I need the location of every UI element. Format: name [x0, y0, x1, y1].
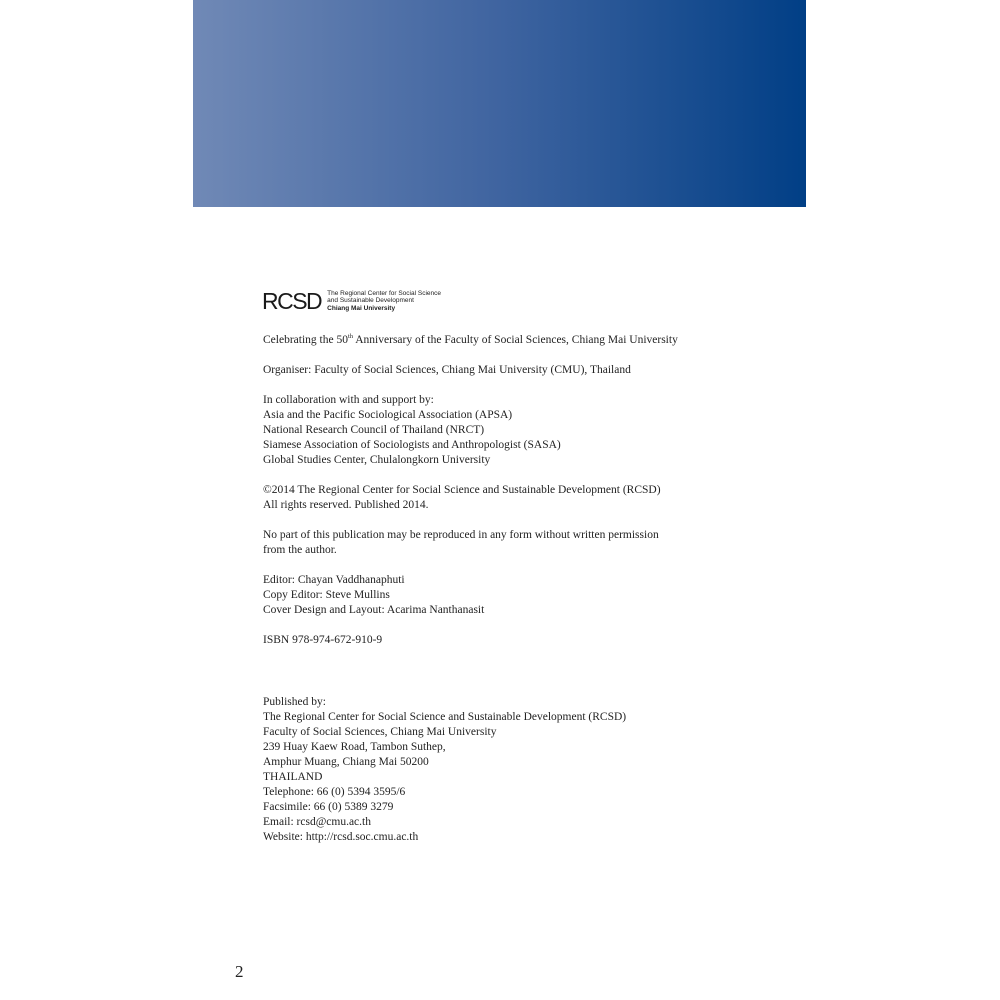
cover-banner	[193, 0, 806, 207]
logo-mark: RCSD	[262, 287, 322, 314]
isbn: ISBN 978-974-672-910-9	[263, 634, 383, 646]
copyright-line-1: ©2014 The Regional Center for Social Science and Sustainable Development (RCSD)	[263, 484, 661, 496]
collaboration-item: National Research Council of Thailand (NRCT)	[263, 424, 485, 436]
publisher-line: Telephone: 66 (0) 5394 3595/6	[263, 786, 406, 798]
publisher-line: Faculty of Social Sciences, Chiang Mai University	[263, 726, 497, 738]
collaboration-heading: In collaboration with and support by:	[263, 394, 434, 406]
collaboration-item: Asia and the Pacific Sociological Association (APSA)	[263, 409, 513, 421]
publisher-line: Published by:	[263, 696, 326, 708]
publisher-line: The Regional Center for Social Science and Sustainable Development (RCSD)	[263, 711, 627, 723]
logo-line-3: Chiang Mai University	[327, 304, 396, 312]
editor-credit: Editor: Chayan Vaddhanaphuti	[263, 574, 405, 586]
logo-line-1: The Regional Center for Social Science	[327, 289, 441, 297]
collaboration-item: Global Studies Center, Chulalongkorn University	[263, 454, 491, 466]
copyright-line-2: All rights reserved. Published 2014.	[263, 499, 429, 511]
publisher-line: Website: http://rcsd.soc.cmu.ac.th	[263, 831, 419, 843]
celebration-before: Celebrating the 50	[263, 334, 348, 346]
logo-text	[327, 290, 441, 313]
rcsd-logo	[262, 288, 441, 314]
publisher-line: Facsimile: 66 (0) 5389 3279	[263, 801, 394, 813]
celebration-sup: th	[347, 333, 354, 341]
collaboration-item: Siamese Association of Sociologists and Anthropologist (SASA)	[263, 439, 561, 451]
permission-line-1: No part of this publication may be reproduced in any form without written permission	[263, 529, 659, 541]
design-credit: Cover Design and Layout: Acarima Nanthanasit	[263, 604, 485, 616]
organiser-line: Organiser: Faculty of Social Sciences, Chiang Mai University (CMU), Thailand	[263, 364, 631, 376]
publisher-line: THAILAND	[263, 771, 323, 783]
copy-editor-credit: Copy Editor: Steve Mullins	[263, 589, 390, 601]
celebration-after: Anniversary of the Faculty of Social Sciences, Chiang Mai University	[353, 334, 678, 346]
permission-line-2: from the author.	[263, 544, 337, 556]
publisher-line: Email: rcsd@cmu.ac.th	[263, 816, 371, 828]
logo-line-2: and Sustainable Development	[327, 297, 414, 305]
publisher-line: 239 Huay Kaew Road, Tambon Suthep,	[263, 741, 446, 753]
celebration-line	[263, 333, 723, 348]
imprint-text	[263, 333, 723, 845]
publisher-line: Amphur Muang, Chiang Mai 50200	[263, 756, 429, 768]
page-number: 2	[235, 962, 244, 981]
